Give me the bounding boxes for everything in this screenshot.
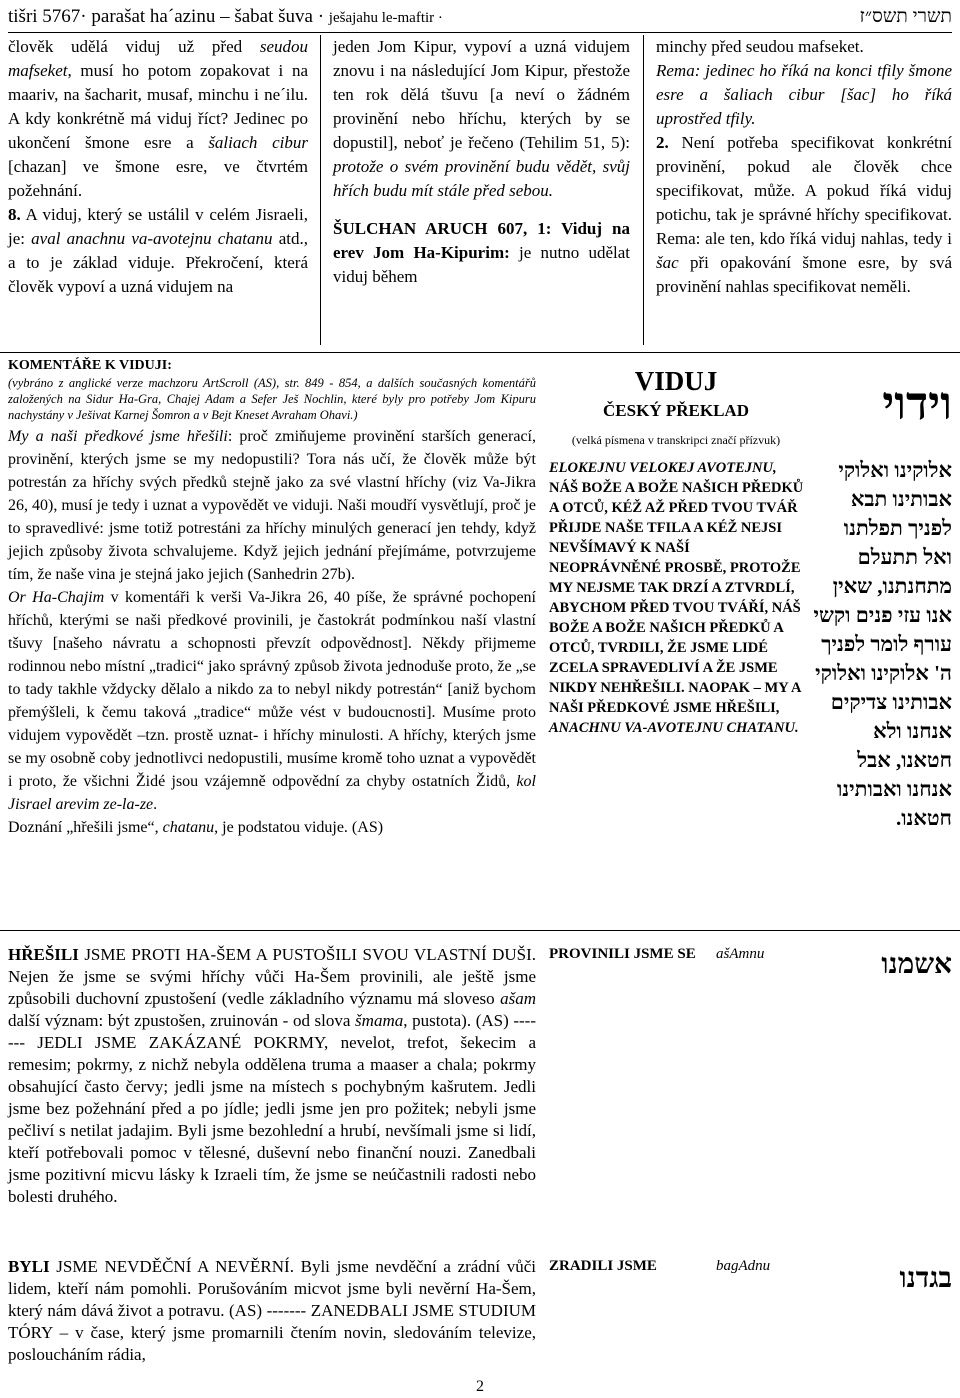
header-left: tišri 5767· parašat ha´azinu – šabat šuva · ješajahu le-maftir · xyxy=(8,6,443,27)
viduj-hebrew-text: אלוקינו ואלוקי אבותינו תבא לפניך תפלתנו ואל תתעלם מתחנתנו, שאין אנו עזי פנים וקשי עורף לומר לפניך ה' אלוקינו ואלוקי אבותינו צדיקים אנחנו ולא חטאנו, אבל אנחנו ואבותינו חטאנו. xyxy=(813,458,952,830)
viduj-title: VIDUJ xyxy=(634,366,718,396)
sin-explanation-2: BYLI JSME NEVDĚČNÍ A NEVĚRNÍ. Byli jsme nevděční a zrádní vůči lidem, kteří nám pomohli. Porušováním micvot jsme byli nevěrní Ha-Šem, který nám dává život a potravu. (AS) ------- ZANEDBALI JSME STUDIUM TÓRY – v čase, který jsme promarnili čtením novin, sledováním televize, posloucháním rádia, xyxy=(8,1257,536,1364)
commentary-source: (vybráno z anglické verze machzoru ArtScroll (AS), str. 849 - 854, a dalších současných komentářů založených na Sidur Ha-Gra, Chajej Adam a Sefer Ješ Nochlin, které byly pro potřeby Jom Kipuru nachystány v Ješivat Karnej Šomron a v Bejt Kneset Avraham Ohavi.) xyxy=(8,376,536,422)
sin-translit-2: bagAdnu xyxy=(716,1258,771,1274)
section-divider xyxy=(0,930,960,931)
column-divider xyxy=(643,35,644,345)
header-hebrew-date: תשרי תשס״ז xyxy=(859,6,952,27)
viduj-hebrew-title: וידוי xyxy=(882,378,952,429)
page-number: 2 xyxy=(476,1378,484,1395)
top-column-2: jeden Jom Kipur, vypoví a uzná vidujem znovu i na následující Jom Kipur, přestože ten rok dělá tšuvu [a neví o žádném provinění nebo hříchu, kterých by se dopustil], neboť je řečeno (Tehilim 51, 5): protože o svém provinění budu vědět, svůj hřích budu mít stále před sebou. ŠULCHAN ARUCH 607, 1: Viduj na erev Jom Ha-Kipurim: je nutno udělat viduj během xyxy=(333,37,630,286)
sin-hebrew-2: בגדנו xyxy=(899,1263,952,1294)
top-column-1: člověk udělá viduj už před seudou mafseket, musí ho potom zopakovat i na maariv, na šacharit, musaf, minchu i ne´ilu. A kdy konkrétně má viduj říct? Jedinec po ukončení šmone esre a šaliach cibur [chazan] ve šmone esre, ve čtvrtém požehnání. 8. A viduj, který se ustálil v celém Jisraeli, je: aval anachnu va-avotejnu chatanu atd., a to je základ viduje. Překročení, která člověk vypoví a uzná vidujem na xyxy=(8,37,308,296)
sin-hebrew-1: אשמנו xyxy=(881,949,952,980)
viduj-subtitle: ČESKÝ PŘEKLAD xyxy=(603,401,749,420)
sin-explanation-1: HŘEŠILI JSME PROTI HA-ŠEM A PUSTOŠILI SVOU VLASTNÍ DUŠI. Nejen že jsme se svými hříchy vůči Ha-Šem provinili, ale ještě jsme způsobili duchovní zpustošení (vedle základního významu má slovesо ašam další význam: být zpustošen, zruinován - od slova šmama, pustota). (AS) ------- JEDLI JSME ZAKÁZANÉ POKRMY, nevelot, trefot, šekecim a remesim; pokrmy, z nichž nebyla oddělena truma a maaser a chala; pokrmy obsahující často červy; jedli jsme na místech s pochybným kašrutem. Jedli jsme bez požehnání před a po jídle; jedli jsme jen pro požitek; nebyli jsme pečliví s netilat jadajim. Byli jsme bezohlední a hrubí, nevšímali jsme si lidí, kteří potřebovali pomoc v tělesné, duševní nebo finanční nouzi. Zanedbali jsme pozitivní micvu lásky k Izraeli tím, že jsme se neúčastnili radosti nebo bolesti druhého. xyxy=(8,945,537,1206)
sin-czech-1: PROVINILI JSME SE xyxy=(549,946,696,962)
sin-czech-2: ZRADILI JSME xyxy=(549,1258,657,1274)
commentary-block: KOMENTÁŘE K VIDUJI: (vybráno z anglické verze machzoru ArtScroll (AS), str. 849 - 854, a dalších současných komentářů založených na Sidur Ha-Gra, Chajej Adam a Sefer Ješ Nochlin, které byly pro potřeby Jom Kipuru nachystány v Ješivat Karnej Šomron a v Bejt Kneset Avraham Ohavi.) My a naši předkové jsme hřešili: proč zmiňujeme provinění starších generací, provinění, kterých jsme se my nedopustili? Tora nás učí, že člověk může být potrestán za hříchy svých předků stejně jako za své vlastní hříchy (viz Va-Jikra 26, 40), musí je tedy i uznat a vypovědět ve viduji. Naši moudří vysvětlují, proč je to spravedlivé: jsme totiž potrestáni za hříchy minulých generací jen tehdy, když jejich způsoby života schvalujeme. Když jejich jednání přejímáme, potvrzujeme tím, že naše vina je stejná jako jejich (Sanhedrin 27b). Or Ha-Chajim v komentáři k verši Va-Jikra 26, 40 píše, že správné pochopení hříchů, kterými se naši předkové provinili, je častokrát podmínkou naší vlastní tšuvy [našeho návratu a schopnosti převzít odpovědnost]. Někdy přijmeme rodinnou nebo místní „tradici“ jako správný způsob života jednoduše proto, že „se to tady takhle vždycky dělalo a nikdo za to nebyl nikdy potrestán“ [aniž bychom přemýšleli, k čemu taková „tradice“ může vést v budoucnosti]. Musíme proto vidujem vypovědět –tzn. prostě uznat- i hříchy minulosti. A hříchy, kterých jsme se my osobně coby jednotlivci nedopustili, musíme kromě toho uznat a vypovědět i proto, že všichni Židé jsou vzájemně odpovědní za chyby ostatních Židů, kol Jisrael arevim ze-la-ze. Doznání „hřešili jsme“, chatanu, je podstatou viduje. (AS) xyxy=(8,358,537,836)
viduj-czech-text: ELOKEJNU VELOKEJ AVOTEJNU, NÁŠ BOŽE A BOŽE NAŠICH PŘEDKŮ A OTCŮ, KÉŽ AŽ PŘED TVOU TVÁŘ PŘIJDE NAŠE TFILA A KÉŽ NEJSI NEVŠÍMAVÝ K NAŠÍ NEOPRÁVNĚNÉ PROSBĚ, PROTOŽE MY NEJSME TAK DRZÍ A ZTVRDLÍ, ABYCHOM PŘED TVOU TVÁŘÍ, NÁŠ BOŽE A BOŽE NAŠICH PŘEDKŮ A OTCŮ, TVRDILI, ŽE JSME LIDÉ ZCELA SPRAVEDLIVÍ A ŽE JSME NIKDY NEHŘEŠILI. NAOPAK – MY A NAŠI PŘEDKOVÉ JSME HŘEŠILI, ANACHNU VA-AVOTEJNU CHATANU. xyxy=(549,460,804,736)
shulchan-aruch-heading: ŠULCHAN ARUCH 607, 1: Viduj na erev Jom Ha-Kipurim: xyxy=(333,219,630,262)
top-column-3: minchy před seudou mafseket. Rema: jedinec ho říká na konci tfily šmone esre a šaliach cibur [šac] ho říká uprostřed tfily. 2. Není potřeba specifikovat konkrétní provinění, pokud ale člověk chce specifikovat, může. A pokud říká viduj potichu, tak je správné hříchy specifikovat. Rema: ale ten, kdo říká viduj nahlas, tedy i šac při opakování šmone esre, by svá provinění nahlas specifikovat neměli. xyxy=(656,37,952,296)
column-divider xyxy=(320,35,321,345)
commentary-title: KOMENTÁŘE K VIDUJI: xyxy=(8,358,172,373)
sin-translit-1: ašAmnu xyxy=(716,946,765,962)
section-divider xyxy=(0,352,960,353)
page-header xyxy=(8,4,952,33)
header-haftarah: ješajahu le-maftir · xyxy=(328,10,443,26)
viduj-note: (velká písmena v transkripci značí přízvuk) xyxy=(571,433,781,447)
viduj-title-block xyxy=(546,366,806,448)
